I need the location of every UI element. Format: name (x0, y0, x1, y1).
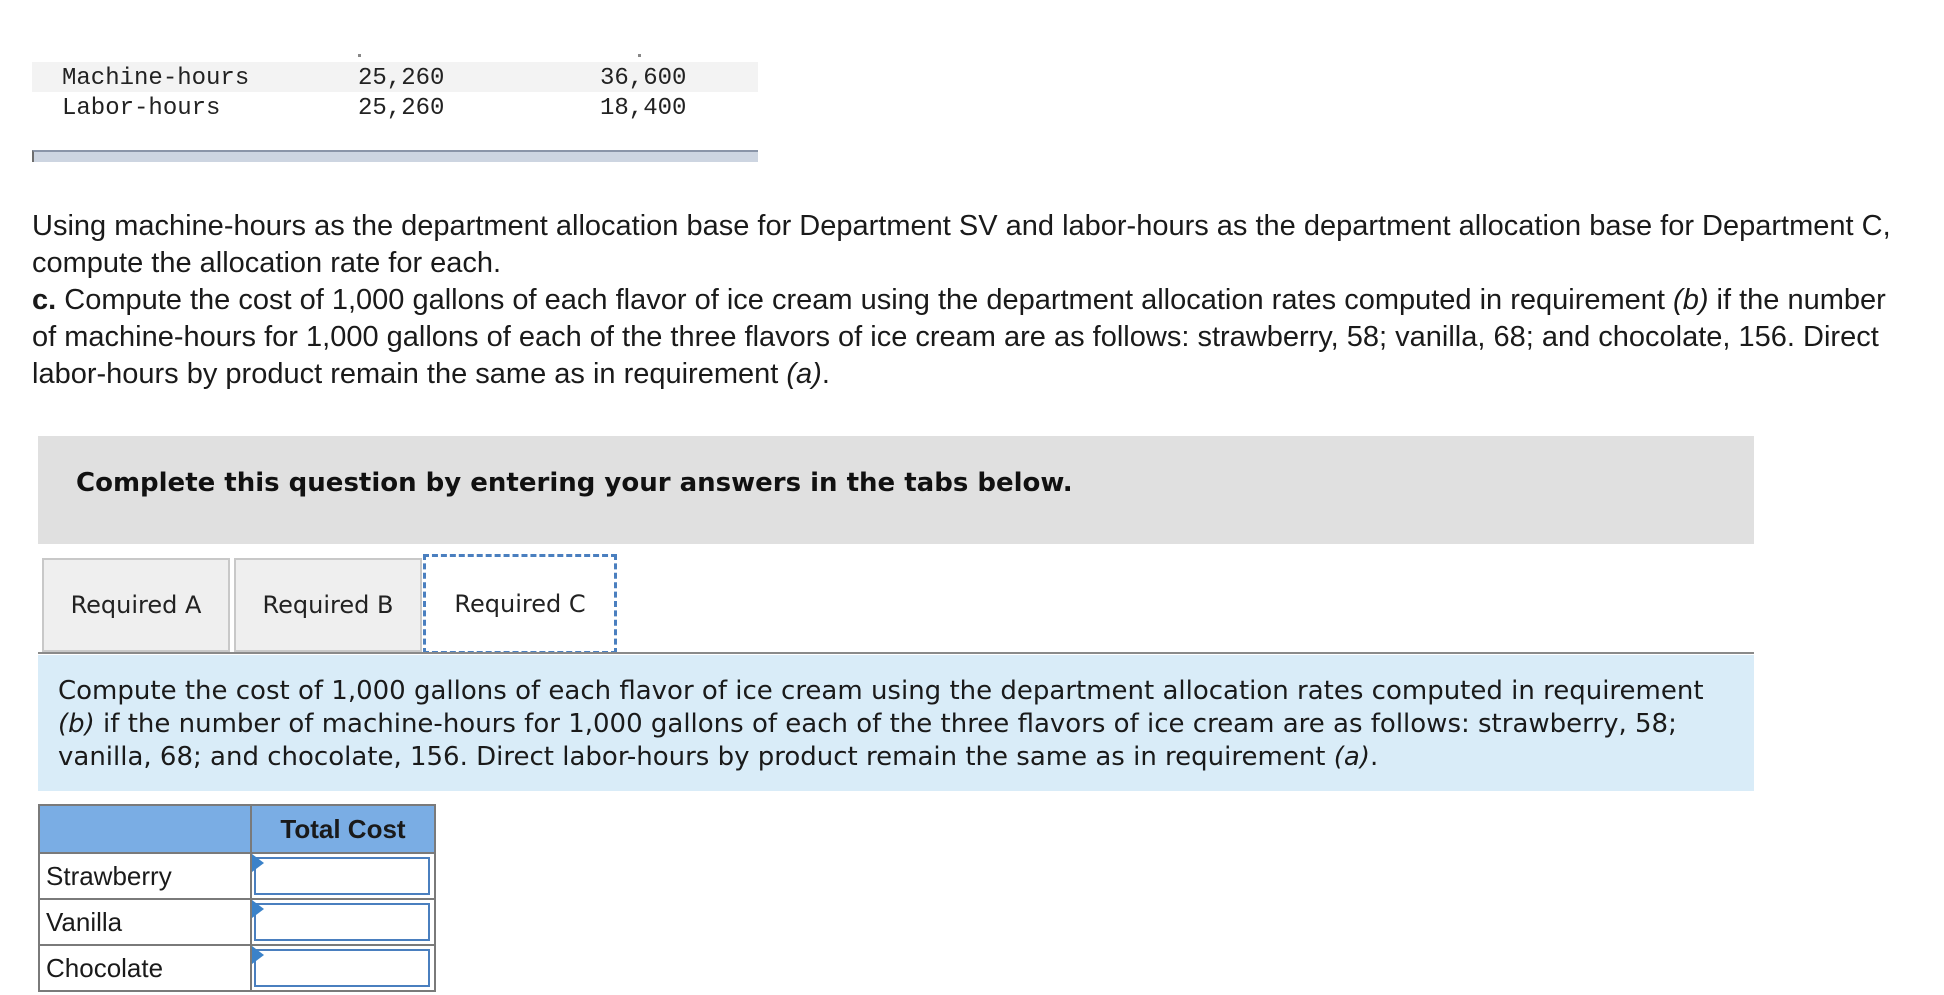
question-paragraph-c (32, 282, 1912, 393)
instruction-text-end: . (1370, 742, 1379, 772)
row-label: Labor-hours (62, 95, 221, 122)
header-blank-cell (39, 805, 251, 853)
cell-chocolate (251, 945, 435, 991)
answer-row-strawberry (39, 853, 435, 899)
table-footer-bar (32, 150, 758, 162)
strawberry-total-cost-input[interactable] (254, 857, 430, 895)
tab-required-a[interactable]: Required A (42, 558, 230, 652)
answer-table (38, 804, 436, 992)
instruction-ref-a: (a) (1333, 742, 1370, 772)
answer-row-chocolate (39, 945, 435, 991)
tick-mark (638, 54, 641, 57)
question-paragraph-b: Using machine-hours as the department allocation base for Department SV and labor-hours as the department allocation base for Department C, compute the allocation rate for each. (32, 210, 1891, 279)
answer-row-vanilla (39, 899, 435, 945)
cell-flag-icon (252, 900, 264, 918)
cell-vanilla (251, 899, 435, 945)
cell-strawberry (251, 853, 435, 899)
banner-text: Complete this question by entering your answers in the tabs below. (76, 468, 1073, 498)
question-c-text: Compute the cost of 1,000 gallons of each flavor of ice cream using the department allocation rates computed in requirement (56, 284, 1674, 316)
row-value: 25,260 (358, 95, 445, 122)
row-value: 18,400 (600, 95, 687, 122)
tab-divider (38, 652, 1754, 654)
question-ref-a: (a) (786, 358, 822, 390)
row-label: Machine-hours (62, 65, 250, 92)
chocolate-total-cost-input[interactable] (254, 949, 430, 987)
instructions-banner (38, 436, 1754, 544)
hours-data-table (32, 62, 758, 122)
answer-table-header-row (39, 805, 435, 853)
tab-required-c[interactable]: Required C (423, 554, 617, 654)
question-ref-b: (b) (1673, 284, 1709, 316)
row-label-chocolate: Chocolate (39, 945, 251, 991)
instruction-text-part: if the number of machine-hours for 1,000 gallons of each of the three flavors of ice cream are as follows: strawberry, 58; vanilla, 68; and chocolate, 156. Direct labor-hours by product remain the same as in requirement (58, 709, 1677, 772)
table-row (32, 92, 758, 122)
row-value: 25,260 (358, 65, 445, 92)
requirement-tabs (38, 554, 1754, 654)
instruction-ref-b: (b) (58, 709, 95, 739)
question-c-lead: c. (32, 284, 57, 316)
vanilla-total-cost-input[interactable] (254, 903, 430, 941)
instruction-text (58, 675, 1738, 774)
tick-mark (358, 54, 361, 57)
header-total-cost: Total Cost (251, 805, 435, 853)
instruction-panel (38, 655, 1754, 791)
table-row (32, 62, 758, 92)
tab-required-b[interactable]: Required B (234, 558, 422, 652)
row-label-vanilla: Vanilla (39, 899, 251, 945)
question-text (32, 208, 1912, 393)
question-c-text: if the number of machine-hours for 1,000 gallons of each of the three flavors of ice cream are as follows: strawberry, 58; vanilla, 68; and chocolate, 156. Direct labor-hours by product remain the same as in requirement (32, 284, 1886, 390)
instruction-text-part: Compute the cost of 1,000 gallons of each flavor of ice cream using the department allocation rates computed in requirement (58, 676, 1704, 706)
row-value: 36,600 (600, 65, 687, 92)
question-c-end: . (821, 358, 830, 390)
cell-flag-icon (252, 946, 264, 964)
cell-flag-icon (252, 854, 264, 872)
row-label-strawberry: Strawberry (39, 853, 251, 899)
